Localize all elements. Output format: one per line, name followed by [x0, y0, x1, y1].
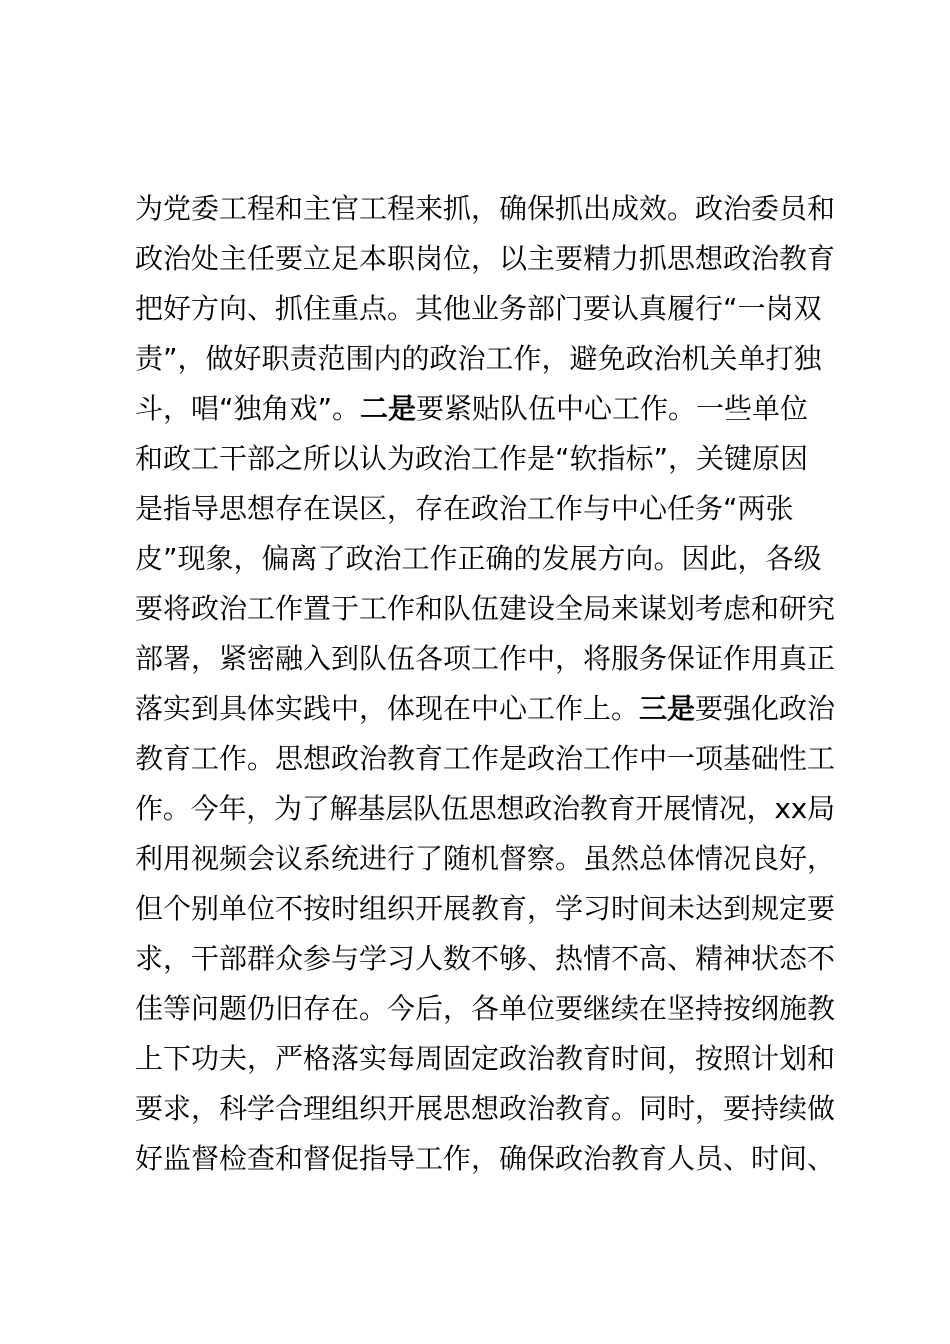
text-segment: 佳等问题仍旧存在。今后，各单位要继续在坚持按纲施教 [135, 992, 836, 1025]
text-line [135, 934, 835, 984]
text-segment: 要将政治工作置于工作和队伍建设全局来谋划考虑和研究 [135, 592, 836, 625]
text-segment: 上下功夫，严格落实每周固定政治教育时间，按照计划和 [135, 1042, 836, 1075]
text-segment: 把好方向、抓住重点。其他业务部门要认真履行“一岗双 [135, 292, 822, 325]
text-line [135, 534, 835, 584]
text-segment: 和政工干部之所以认为政治工作是“软指标”，关键原因 [135, 442, 809, 475]
text-segment: 皮”现象，偏离了政治工作正确的发展方向。因此，各级 [135, 542, 822, 575]
text-line [135, 1084, 835, 1134]
text-line [135, 484, 835, 534]
text-segment: 作。今年，为了解基层队伍思想政治教育开展情况，xx局 [135, 792, 835, 825]
text-segment: 斗，唱“独角戏”。 [135, 392, 361, 425]
text-line [135, 1034, 835, 1084]
text-segment: 是指导思想存在误区，存在政治工作与中心任务“两张 [135, 492, 794, 525]
text-line [135, 884, 835, 934]
text-segment: 部署，紧密融入到队伍各项工作中，将服务保证作用真正 [135, 642, 836, 675]
text-segment: 政治处主任要立足本职岗位，以主要精力抓思想政治教育 [135, 242, 836, 275]
text-segment: 责”，做好职责范围内的政治工作，避免政治机关单打独 [135, 342, 822, 375]
text-line [135, 834, 835, 884]
text-segment: 但个别单位不按时组织开展教育，学习时间未达到规定要 [135, 892, 836, 925]
text-line [135, 984, 835, 1034]
text-segment: 为党委工程和主官工程来抓，确保抓出成效。政治委员和 [135, 192, 836, 225]
text-segment: 求，干部群众参与学习人数不够、热情不高、精神状态不 [135, 942, 836, 975]
text-line [135, 634, 835, 684]
text-line [135, 434, 835, 484]
text-line [135, 184, 835, 234]
text-segment: 落实到具体实践中，体现在中心工作上。 [135, 692, 640, 725]
text-line [135, 234, 835, 284]
text-segment: 利用视频会议系统进行了随机督察。虽然总体情况良好， [135, 842, 836, 875]
text-line [135, 384, 835, 434]
text-line [135, 584, 835, 634]
body-paragraph [135, 184, 835, 1184]
text-line [135, 684, 835, 734]
bold-text-segment: 二是 [360, 392, 417, 425]
text-line [135, 784, 835, 834]
text-segment: 教育工作。思想政治教育工作是政治工作中一项基础性工 [135, 742, 836, 775]
text-line [135, 284, 835, 334]
text-segment: 要求，科学合理组织开展思想政治教育。同时，要持续做 [135, 1092, 836, 1125]
text-line [135, 1134, 835, 1184]
text-segment: 好监督检查和督促指导工作，确保政治教育人员、时间、 [135, 1142, 836, 1175]
text-segment: 要强化政治 [695, 692, 836, 725]
text-line [135, 334, 835, 384]
text-line [135, 734, 835, 784]
text-segment: 要紧贴队伍中心工作。一些单位 [416, 392, 809, 425]
bold-text-segment: 三是 [639, 692, 696, 725]
